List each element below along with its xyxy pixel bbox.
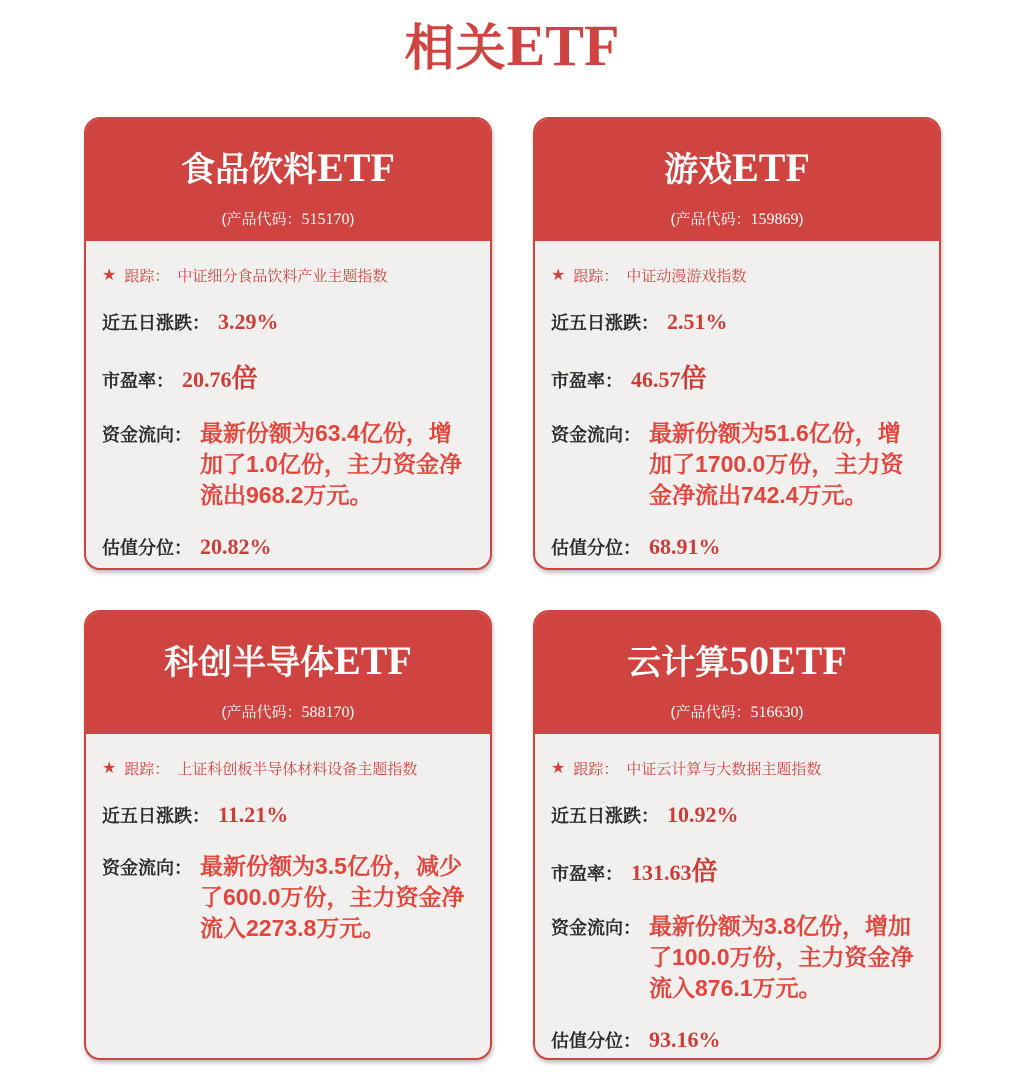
- star-icon: ★: [551, 759, 566, 777]
- valuation-row: [551, 534, 923, 560]
- flow-row: [551, 418, 923, 511]
- pe-row: [551, 851, 923, 888]
- star-icon: ★: [102, 266, 117, 284]
- etf-card-game: [533, 117, 941, 570]
- tracking-row: [102, 758, 474, 779]
- tracking-label: 跟踪：: [124, 268, 170, 285]
- flow-label: 资金流向：: [102, 858, 192, 878]
- card-title: [535, 638, 939, 693]
- five-day-value: 10.92%: [667, 802, 739, 827]
- card-title: [86, 145, 490, 200]
- card-header: [535, 119, 939, 241]
- tracking-label: 跟踪：: [573, 268, 619, 285]
- star-icon: ★: [102, 759, 117, 777]
- valuation-label: 估值分位：: [102, 538, 192, 558]
- page-title-cn: 相关: [404, 20, 507, 76]
- etf-card-cloud-computing: [533, 610, 941, 1060]
- pe-value: 20.76: [182, 367, 232, 392]
- card-body: [535, 734, 939, 1053]
- five-day-row: [551, 309, 923, 335]
- card-body: [535, 241, 939, 560]
- card-title-en: ETF: [334, 638, 412, 683]
- tracking-label: 跟踪：: [573, 761, 619, 778]
- flow-label: 资金流向：: [551, 425, 641, 445]
- etf-card-food-beverage: [84, 117, 492, 570]
- card-title-cn: 云计算: [627, 644, 730, 682]
- star-icon: ★: [551, 266, 566, 284]
- tracking-index: 中证云计算与大数据主题指数: [626, 761, 822, 778]
- tracking-row: [102, 265, 474, 286]
- card-title-en: 50ETF: [729, 638, 847, 683]
- card-title-cn: 食品饮料: [181, 151, 318, 189]
- tracking-index: 中证动漫游戏指数: [626, 268, 747, 285]
- pe-unit: 倍: [680, 363, 707, 393]
- tracking-row: [551, 265, 923, 286]
- card-body: [86, 734, 490, 944]
- card-body: [86, 241, 490, 560]
- product-code: (产品代码：515170): [221, 211, 355, 228]
- flow-text: 最新份额为3.5亿份，减少了600.0万份，主力资金净流入2273.8万元。: [200, 853, 465, 941]
- card-header: [86, 612, 490, 734]
- tracking-index: 中证细分食品饮料产业主题指数: [177, 268, 388, 285]
- pe-value: 46.57: [631, 367, 681, 392]
- flow-text: 最新份额为51.6亿份，增加了1700.0万份，主力资金净流出742.4万元。: [649, 420, 904, 508]
- five-day-row: [551, 802, 923, 828]
- card-header: [86, 119, 490, 241]
- flow-label: 资金流向：: [551, 918, 641, 938]
- flow-row: [102, 851, 474, 944]
- card-header: [535, 612, 939, 734]
- valuation-value: 93.16%: [649, 1027, 721, 1052]
- valuation-label: 估值分位：: [551, 1031, 641, 1051]
- card-title: [86, 638, 490, 693]
- etf-card-semiconductor: [84, 610, 492, 1060]
- pe-label: 市盈率：: [551, 864, 623, 884]
- five-day-label: 近五日涨跌：: [551, 313, 659, 333]
- pe-unit: 倍: [691, 856, 718, 886]
- product-code: (产品代码：159869): [670, 211, 804, 228]
- flow-text: 最新份额为3.8亿份，增加了100.0万份，主力资金净流入876.1万元。: [649, 913, 914, 1001]
- pe-value: 131.63: [631, 860, 692, 885]
- tracking-row: [551, 758, 923, 779]
- page-title: [0, 10, 1024, 90]
- card-title-en: ETF: [732, 145, 810, 190]
- card-title: [535, 145, 939, 200]
- valuation-row: [102, 534, 474, 560]
- pe-row: [551, 358, 923, 395]
- five-day-value: 11.21%: [218, 802, 289, 827]
- valuation-label: 估值分位：: [551, 538, 641, 558]
- page-title-en: ETF: [506, 13, 620, 78]
- flow-row: [102, 418, 474, 511]
- valuation-value: 20.82%: [200, 534, 272, 559]
- five-day-value: 2.51%: [667, 309, 728, 334]
- product-code: (产品代码：588170): [221, 704, 355, 721]
- tracking-index: 上证科创板半导体材料设备主题指数: [177, 761, 418, 778]
- flow-text: 最新份额为63.4亿份，增加了1.0亿份，主力资金净流出968.2万元。: [200, 420, 462, 508]
- five-day-value: 3.29%: [218, 309, 279, 334]
- pe-row: [102, 358, 474, 395]
- valuation-value: 68.91%: [649, 534, 721, 559]
- tracking-label: 跟踪：: [124, 761, 170, 778]
- card-title-cn: 科创半导体: [164, 644, 335, 682]
- pe-label: 市盈率：: [551, 371, 623, 391]
- five-day-label: 近五日涨跌：: [102, 313, 210, 333]
- pe-label: 市盈率：: [102, 371, 174, 391]
- flow-label: 资金流向：: [102, 425, 192, 445]
- card-title-en: ETF: [317, 145, 395, 190]
- pe-unit: 倍: [231, 363, 258, 393]
- five-day-label: 近五日涨跌：: [102, 806, 210, 826]
- flow-row: [551, 911, 923, 1004]
- five-day-row: [102, 802, 474, 828]
- card-title-cn: 游戏: [664, 151, 733, 189]
- five-day-row: [102, 309, 474, 335]
- valuation-row: [551, 1027, 923, 1053]
- five-day-label: 近五日涨跌：: [551, 806, 659, 826]
- product-code: (产品代码：516630): [670, 704, 804, 721]
